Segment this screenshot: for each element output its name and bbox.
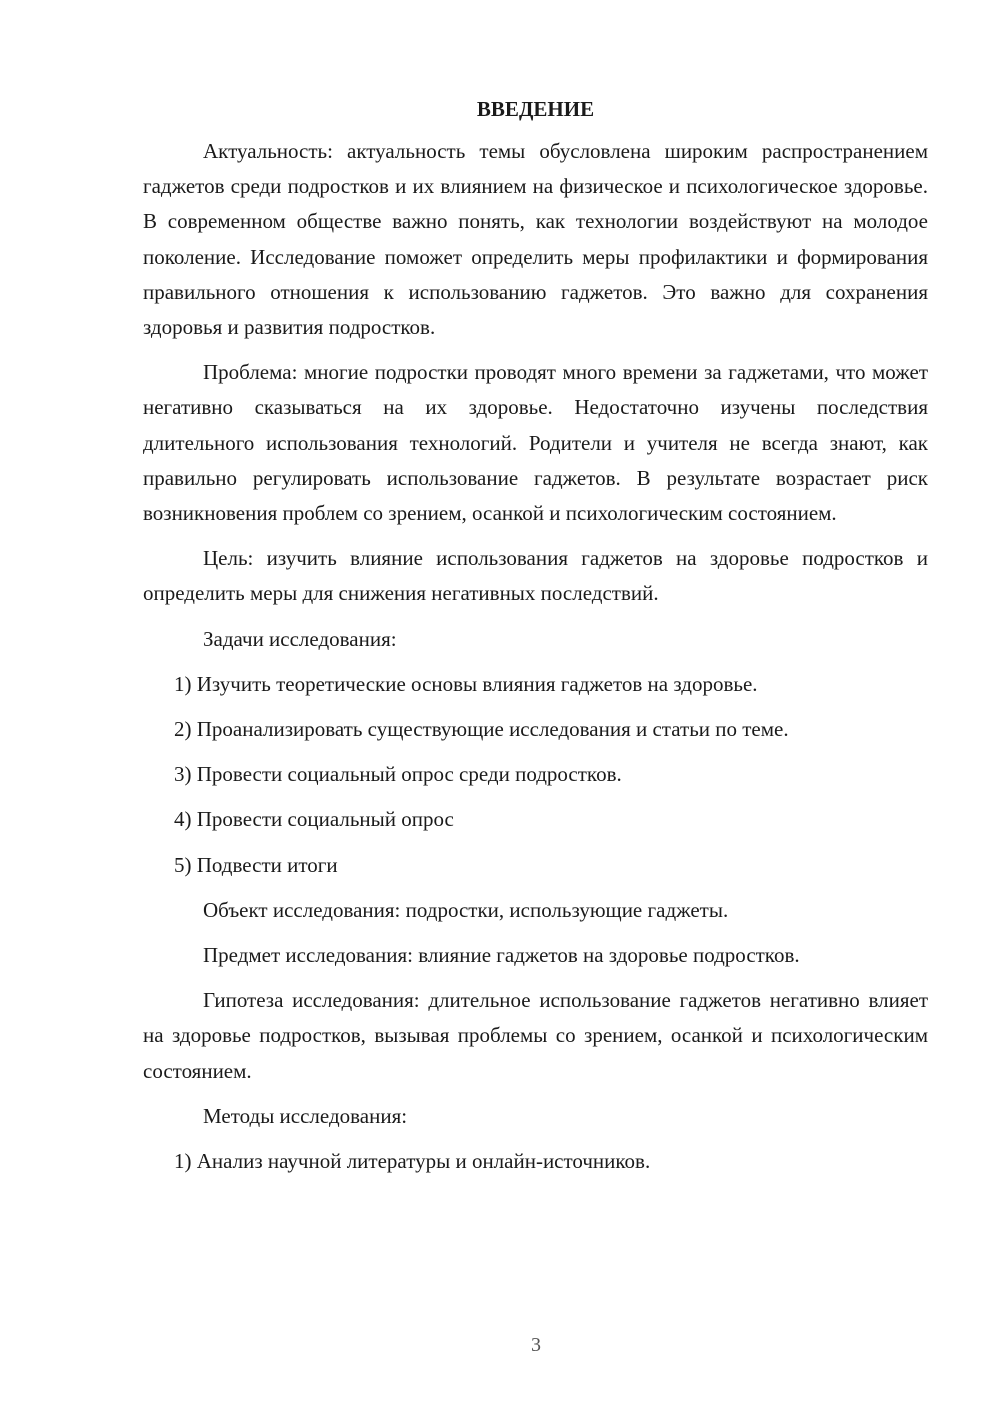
page-number: 3 — [531, 1334, 541, 1356]
methods-heading: Методы исследования: — [203, 1103, 408, 1128]
list-item: 5) Подвести итоги — [174, 852, 338, 877]
subject-paragraph: Предмет исследования: влияние гаджетов на здоровье подростков. — [203, 943, 800, 968]
list-item: 2) Проанализировать существующие исследования и статьи по теме. — [174, 717, 789, 742]
list-item: 1) Анализ научной литературы и онлайн-источников. — [174, 1149, 651, 1174]
methods-list — [143, 1144, 928, 1179]
tasks-heading: Задачи исследования: — [203, 626, 397, 651]
problem-paragraph: Проблема: многие подростки проводят много времени за гаджетами, что может негативно сказываться на их здоровье. Недостаточно изучены последствия длительного использования технологий. Родители и учителя не всегда знают, как правильно регулировать использование гаджетов. В результате возрастает риск возникновения проблем со зрением, осанкой и психологическим состоянием. — [143, 360, 928, 526]
document-body — [143, 92, 928, 1189]
object-paragraph: Объект исследования: подростки, использующие гаджеты. — [203, 897, 729, 922]
list-item: 1) Изучить теоретические основы влияния гаджетов на здоровье. — [174, 671, 758, 696]
relevance-paragraph: Актуальность: актуальность темы обусловлена широким распространением гаджетов среди подростков и их влиянием на физическое и психологическое здоровье. В современном обществе важно понять, как технологии воздействуют на молодое поколение. Исследование поможет определить меры профилактики и формирования правильного отношения к использованию гаджетов. Это важно для сохранения здоровья и развития подростков. — [143, 139, 928, 340]
section-title: ВВЕДЕНИЕ — [476, 97, 595, 121]
goal-paragraph: Цель: изучить влияние использования гаджетов на здоровье подростков и определить меры для снижения негативных последствий. — [143, 546, 928, 606]
hypothesis-paragraph: Гипотеза исследования: длительное использование гаджетов негативно влияет на здоровье подростков, вызывая проблемы со зрением, осанкой и психологическим состоянием. — [143, 988, 928, 1083]
list-item: 3) Провести социальный опрос среди подростков. — [174, 762, 622, 787]
list-item: 4) Провести социальный опрос — [174, 807, 454, 832]
tasks-list — [143, 667, 928, 883]
